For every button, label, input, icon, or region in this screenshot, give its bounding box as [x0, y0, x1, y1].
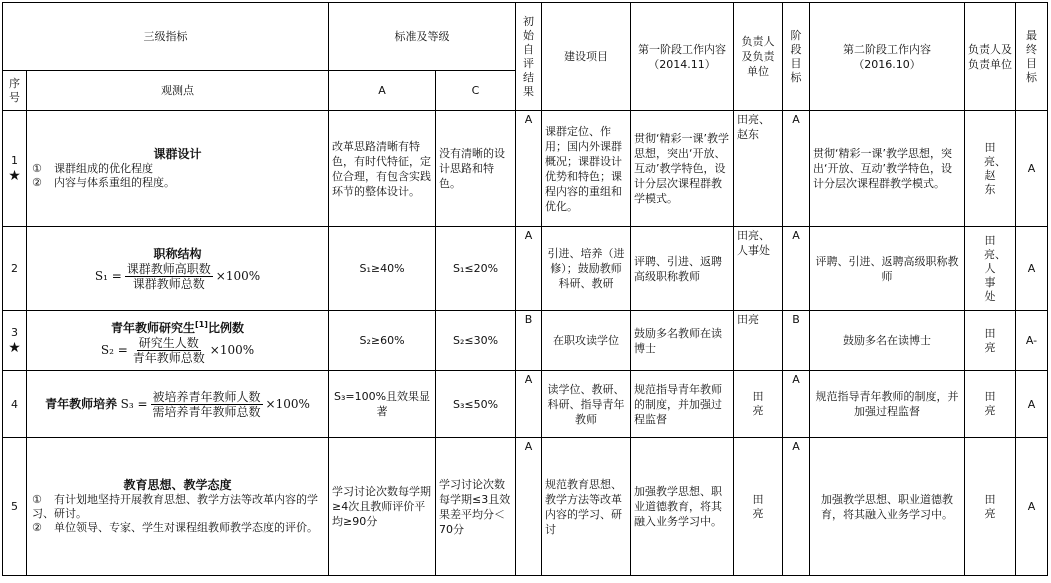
owner2-text: 田亮 [984, 326, 996, 354]
formula-tail: ×100% [209, 342, 255, 357]
footnote-marker: [1] [195, 319, 208, 329]
header-owner1: 负责人及负责单位 [734, 3, 783, 111]
header-final-goal-text: 最终目标 [1026, 28, 1037, 84]
grade-a-cell: S₁≥40% [329, 227, 436, 311]
stage1-cell: 规范指导青年教师的制度，并加强过程监督 [631, 371, 734, 438]
header-owner2: 负责人及负责单位 [965, 3, 1016, 111]
formula-tail: ×100% [215, 268, 261, 283]
row-indicator [27, 111, 329, 227]
indicator-formula: S₃ = $\frac{\text{被培养青年教师人数}}{\text{需培养青年教师总数}}$ ×100% [120, 389, 310, 419]
stage2-cell: 加强教学思想、职业道德教育，将其融入业务学习中。 [810, 438, 965, 576]
header-build-project: 建设项目 [542, 3, 631, 111]
header-stage1: 第一阶段工作内容（2014.11） [631, 3, 734, 111]
stage-goal-cell: A [783, 227, 810, 311]
obs-point-number: ① [32, 162, 42, 175]
formula-denominator: 需培养青年教师总数 [152, 404, 261, 419]
row-seq-number: 3 [11, 326, 18, 339]
header-row-1 [3, 3, 1048, 71]
stage2-cell: 鼓励多名在读博士 [810, 311, 965, 371]
formula-denominator: 青年教师总数 [132, 350, 205, 365]
header-seq-text: 序号 [9, 76, 20, 104]
owner1-cell: 田亮 [734, 311, 783, 371]
star-icon: ★ [8, 340, 21, 356]
obs-point-text: 有计划地坚持开展教育思想、教学方法等改革内容的学习、研讨。 [32, 493, 318, 520]
owner2-cell [965, 311, 1016, 371]
row-seq [3, 311, 27, 371]
formula-numerator: 课群教师高职数 [126, 261, 211, 276]
header-initial-eval [516, 3, 542, 111]
header-level3: 三级指标 [3, 3, 329, 71]
stage1-cell: 评聘、引进、返聘高级职称教师 [631, 227, 734, 311]
header-initial-eval-text: 初始自评结果 [523, 14, 534, 98]
owner2-cell [965, 438, 1016, 576]
build-project-cell: 规范教育思想、教学方法等改革内容的学习、研讨 [542, 438, 631, 576]
indicator-title: 青年教师培养 [45, 396, 118, 411]
owner2-text: 田亮 [984, 492, 996, 520]
indicator-title-text: 青年教师研究生 [111, 320, 196, 335]
indicator-formula: S₁ = $\frac{\text{课群教师高职数}}{\text{课群教师总数}}$ ×100% [94, 261, 261, 291]
formula-numerator: 被培养青年教师人数 [152, 389, 261, 404]
grade-c-cell: S₃≤50% [436, 371, 516, 438]
owner1-cell: 田亮、赵东 [734, 111, 783, 227]
header-final-goal [1016, 3, 1048, 111]
row-seq [3, 438, 27, 576]
grade-c-cell: 学习讨论次数每学期≤3且效果差平均分＜70分 [436, 438, 516, 576]
indicator-formula: S₂ = $\frac{\text{研究生人数}}{\text{青年教师总数}}$ ×100% [100, 335, 255, 365]
build-project-cell: 在职攻读学位 [542, 311, 631, 371]
stage1-cell: 贯彻‘精彩一课’教学思想，突出‘开放、互动’教学特色，设计分层次课程群教学模式。 [631, 111, 734, 227]
formula-variable: S₂ [100, 342, 114, 357]
formula-denominator: 课群教师总数 [132, 276, 205, 291]
owner1-text: 田亮 [752, 492, 764, 520]
row-indicator [27, 227, 329, 311]
formula-fraction [151, 390, 263, 419]
grade-a-cell: S₂≥60% [329, 311, 436, 371]
owner1-text: 田亮 [752, 390, 764, 417]
indicator-title [30, 317, 325, 336]
header-stage-goal-text: 阶段目标 [790, 28, 802, 84]
row-seq-number: 2 [11, 262, 18, 275]
initial-eval-cell: A [516, 371, 542, 438]
owner2-cell [965, 371, 1016, 438]
indicator-title-tail: 比例数 [207, 320, 244, 335]
table-row [3, 111, 1048, 227]
owner2-text: 田亮 [984, 390, 996, 417]
table-row [3, 371, 1048, 438]
owner2-text: 田亮、赵东 [984, 140, 1006, 196]
stage2-cell: 规范指导青年教师的制度，并加强过程监督 [810, 371, 965, 438]
header-standard: 标准及等级 [329, 3, 516, 71]
header-obs: 观测点 [27, 71, 329, 111]
row-seq [3, 111, 27, 227]
grade-c-cell: S₁≤20% [436, 227, 516, 311]
owner1-cell [734, 438, 783, 576]
initial-eval-cell: A [516, 227, 542, 311]
owner2-text: 田亮、人事处 [984, 233, 1006, 303]
row-seq-number: 4 [11, 397, 18, 411]
owner1-cell [734, 371, 783, 438]
stage-goal-cell: B [783, 311, 810, 371]
obs-point [30, 176, 325, 190]
header-grade-a: A [329, 71, 436, 111]
obs-point [30, 521, 325, 535]
stage1-cell: 鼓励多名教师在读博士 [631, 311, 734, 371]
indicator-title: 课群设计 [153, 147, 202, 161]
obs-point [30, 493, 325, 521]
row-indicator [27, 438, 329, 576]
obs-point-number: ② [32, 176, 42, 189]
grade-a-cell: S₃=100%且效果显著 [329, 371, 436, 438]
row-seq-number: 1 [11, 154, 18, 167]
final-goal-cell: A- [1016, 311, 1048, 371]
obs-point-text: 课群组成的优化程度 [54, 162, 153, 175]
formula-fraction [125, 262, 213, 291]
indicator-title: 职称结构 [153, 246, 202, 261]
row-seq [3, 227, 27, 311]
final-goal-cell: A [1016, 111, 1048, 227]
owner2-cell [965, 111, 1016, 227]
formula-tail: ×100% [265, 396, 310, 411]
grade-a-cell: 学习讨论次数每学期≥4次且教师评价平均≥90分 [329, 438, 436, 576]
stage2-cell: 贯彻‘精彩一课’教学思想，突出‘开放、互动’教学特色，设计分层次课程群教学模式。 [810, 111, 965, 227]
table-row [3, 311, 1048, 371]
owner1-cell: 田亮、人事处 [734, 227, 783, 311]
row-indicator [27, 311, 329, 371]
row-seq-number: 5 [11, 500, 18, 513]
obs-point [30, 162, 325, 176]
header-grade-c: C [436, 71, 516, 111]
header-stage-goal [783, 3, 810, 111]
stage-goal-cell: A [783, 371, 810, 438]
stage2-cell: 评聘、引进、返聘高级职称教师 [810, 227, 965, 311]
owner2-cell [965, 227, 1016, 311]
stage-goal-cell: A [783, 111, 810, 227]
row-indicator [27, 371, 329, 438]
initial-eval-cell: A [516, 438, 542, 576]
obs-point-number: ① [32, 493, 42, 506]
obs-point-text: 内容与体系重组的程度。 [54, 176, 175, 189]
grade-c-cell: S₂≤30% [436, 311, 516, 371]
formula-numerator: 研究生人数 [138, 335, 199, 350]
obs-point-number: ② [32, 521, 42, 534]
formula-fraction [131, 336, 207, 365]
table-row [3, 438, 1048, 576]
obs-point-text: 单位领导、专家、学生对课程组教师教学态度的评价。 [54, 521, 318, 534]
indicator-title: 教育思想、教学态度 [123, 478, 232, 492]
evaluation-table [2, 2, 1048, 576]
initial-eval-cell: A [516, 111, 542, 227]
stage1-cell: 加强教学思想、职业道德教育，将其融入业务学习中。 [631, 438, 734, 576]
build-project-cell: 读学位、教研、科研、指导青年教师 [542, 371, 631, 438]
build-project-cell: 引进、培养（进修）；鼓励教师科研、教研 [542, 227, 631, 311]
header-stage2: 第二阶段工作内容（2016.10） [810, 3, 965, 111]
row-seq [3, 371, 27, 438]
initial-eval-cell: B [516, 311, 542, 371]
final-goal-cell: A [1016, 371, 1048, 438]
header-seq [3, 71, 27, 111]
table-row [3, 227, 1048, 311]
grade-c-cell: 没有清晰的设计思路和特色。 [436, 111, 516, 227]
stage-goal-cell: A [783, 438, 810, 576]
final-goal-cell: A [1016, 438, 1048, 576]
final-goal-cell: A [1016, 227, 1048, 311]
build-project-cell: 课群定位、作用；国内外课群概况；课群设计优势和特色；课程内容的重组和优化。 [542, 111, 631, 227]
formula-variable: S₁ [94, 268, 108, 283]
grade-a-cell: 改革思路清晰有特色，有时代特征，定位合理，有包含实践环节的整体设计。 [329, 111, 436, 227]
evaluation-table-sheet [2, 2, 1047, 580]
formula-variable: S₃ [120, 396, 134, 411]
star-icon: ★ [8, 168, 21, 184]
